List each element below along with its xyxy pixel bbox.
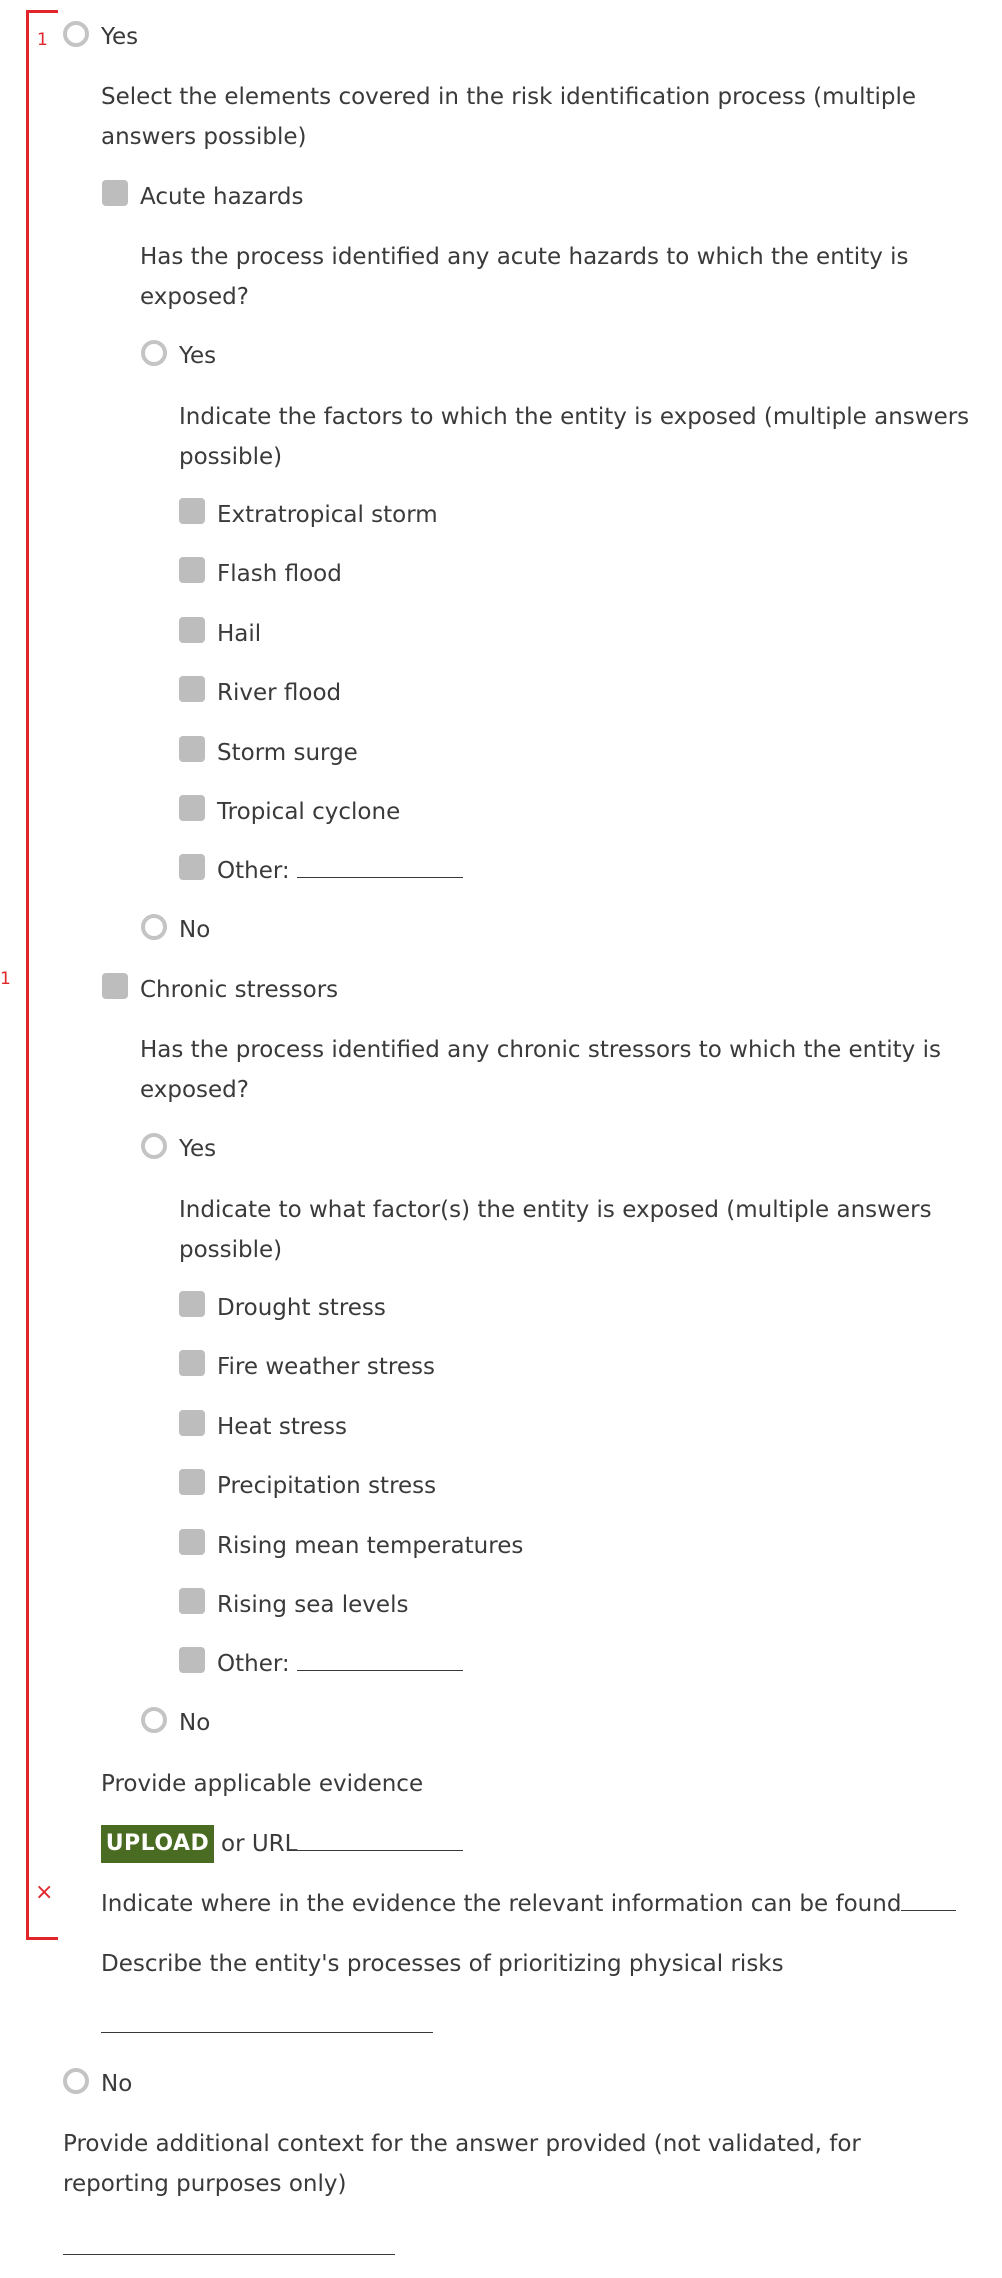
- checkbox-chronic-stressors-label: Chronic stressors: [140, 977, 339, 1003]
- checkbox-hail[interactable]: [179, 617, 205, 643]
- acute-other-label: [217, 851, 463, 891]
- select-elements-text: Select the elements covered in the risk identification process (multiple answers possible): [101, 84, 917, 150]
- upload-button[interactable]: UPLOAD: [101, 1825, 214, 1863]
- checkbox-fire-weather-stress[interactable]: [179, 1350, 205, 1376]
- acute-indicate-text: Indicate the factors to which the entity is exposed (multiple answers possible): [179, 404, 970, 470]
- checkbox-storm-surge[interactable]: [179, 736, 205, 762]
- radio-acute-no-label: No: [179, 917, 211, 943]
- radio-acute-no[interactable]: [141, 914, 167, 940]
- chronic-indicate-text: Indicate to what factor(s) the entity is exposed (multiple answers possible): [179, 1197, 932, 1263]
- evidence-location-input[interactable]: [901, 1884, 956, 1911]
- checkbox-extratropical-storm-label: Extratropical storm: [217, 502, 438, 528]
- radio-yes-outer-label: Yes: [101, 24, 139, 50]
- radio-chronic-yes-label: Yes: [179, 1136, 217, 1162]
- checkbox-acute-hazards-label: Acute hazards: [140, 184, 304, 210]
- chronic-question: Has the process identified any chronic stressors to which the entity is exposed?: [140, 1037, 941, 1103]
- marker-count-top: 1: [37, 30, 48, 50]
- describe-prioritization-input[interactable]: [101, 2032, 433, 2033]
- checkbox-rising-mean-temperatures-label: Rising mean temperatures: [217, 1533, 524, 1559]
- checkbox-heat-stress-label: Heat stress: [217, 1414, 347, 1440]
- radio-acute-yes-label: Yes: [179, 343, 217, 369]
- checkbox-acute-hazards[interactable]: [102, 180, 128, 206]
- checkbox-rising-sea-levels-label: Rising sea levels: [217, 1592, 409, 1618]
- radio-yes-outer[interactable]: [63, 21, 89, 47]
- checkbox-rising-sea-levels[interactable]: [179, 1588, 205, 1614]
- validation-bracket-top: [26, 10, 58, 13]
- checkbox-river-flood-label: River flood: [217, 680, 342, 706]
- radio-no-outer[interactable]: [63, 2068, 89, 2094]
- checkbox-chronic-other[interactable]: [179, 1647, 205, 1673]
- checkbox-heat-stress[interactable]: [179, 1410, 205, 1436]
- evidence-label: Provide applicable evidence: [101, 1771, 424, 1797]
- marker-count-side: 1: [0, 969, 11, 989]
- acute-question: Has the process identified any acute hazards to which the entity is exposed?: [140, 244, 909, 310]
- radio-chronic-yes[interactable]: [141, 1133, 167, 1159]
- url-field: [221, 1824, 463, 1864]
- chronic-other-label: [217, 1644, 463, 1684]
- validation-bracket-bottom: [26, 1937, 58, 1940]
- additional-context-text: Provide additional context for the answer provided (not validated, for reporting purposes only): [63, 2131, 861, 2197]
- chronic-other-input[interactable]: [297, 1644, 463, 1671]
- additional-context-input[interactable]: [63, 2254, 395, 2255]
- checkbox-drought-stress[interactable]: [179, 1291, 205, 1317]
- chronic-other-text: Other:: [217, 1651, 290, 1677]
- checkbox-extratropical-storm[interactable]: [179, 498, 205, 524]
- checkbox-drought-stress-label: Drought stress: [217, 1295, 386, 1321]
- url-input[interactable]: [297, 1824, 463, 1851]
- checkbox-tropical-cyclone[interactable]: [179, 795, 205, 821]
- checkbox-fire-weather-stress-label: Fire weather stress: [217, 1354, 435, 1380]
- acute-other-input[interactable]: [297, 851, 463, 878]
- radio-acute-yes[interactable]: [141, 340, 167, 366]
- checkbox-hail-label: Hail: [217, 621, 262, 647]
- checkbox-storm-surge-label: Storm surge: [217, 740, 358, 766]
- checkbox-river-flood[interactable]: [179, 676, 205, 702]
- checkbox-flash-flood[interactable]: [179, 557, 205, 583]
- validation-bracket: [26, 10, 29, 1940]
- checkbox-rising-mean-temperatures[interactable]: [179, 1529, 205, 1555]
- or-url-text: or URL: [221, 1831, 298, 1857]
- checkbox-acute-other[interactable]: [179, 854, 205, 880]
- evidence-location-text: Indicate where in the evidence the relevant information can be found: [101, 1891, 902, 1917]
- acute-other-text: Other:: [217, 858, 290, 884]
- checkbox-tropical-cyclone-label: Tropical cyclone: [217, 799, 401, 825]
- checkbox-precipitation-stress[interactable]: [179, 1469, 205, 1495]
- radio-no-outer-label: No: [101, 2071, 133, 2097]
- radio-chronic-no[interactable]: [141, 1707, 167, 1733]
- checkbox-flash-flood-label: Flash flood: [217, 561, 342, 587]
- describe-prioritization-text: Describe the entity's processes of prioritizing physical risks: [101, 1951, 784, 1977]
- checkbox-precipitation-stress-label: Precipitation stress: [217, 1473, 437, 1499]
- evidence-location-field: [101, 1884, 956, 1924]
- radio-chronic-no-label: No: [179, 1710, 211, 1736]
- checkbox-chronic-stressors[interactable]: [102, 973, 128, 999]
- error-icon: ×: [35, 1880, 54, 1905]
